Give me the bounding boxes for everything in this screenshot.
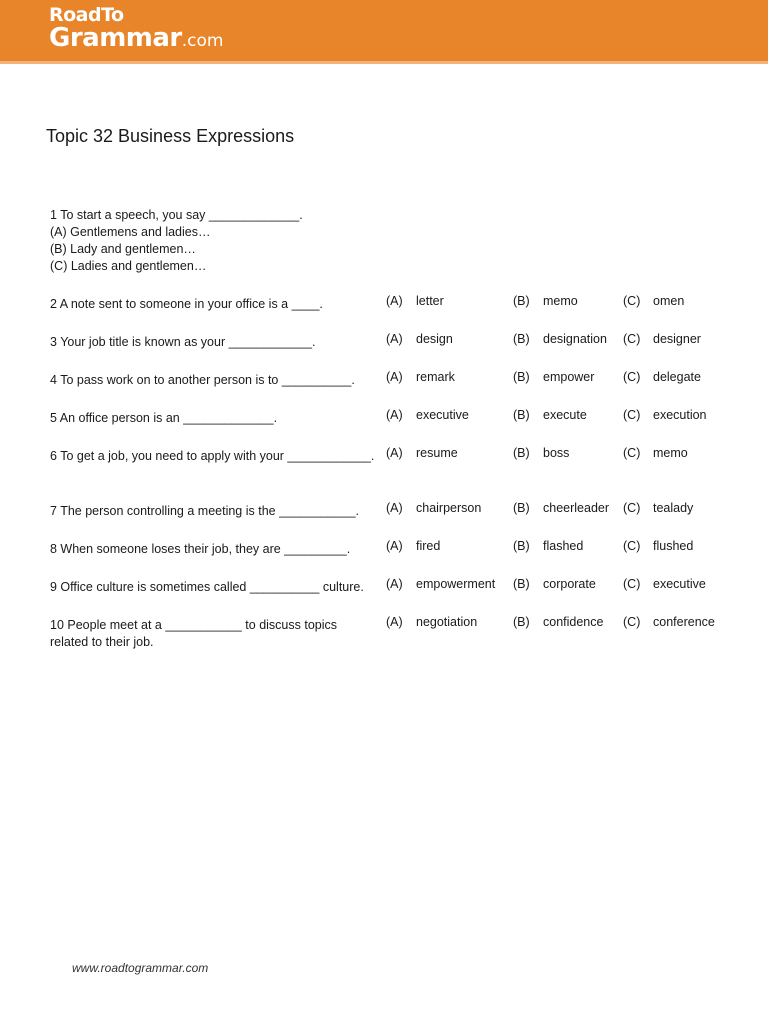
option-a-label: (A) [386,446,403,460]
question-text: 10 People meet at a ___________ to discuss topics related to their job. [50,618,338,649]
option-c-word: executive [653,577,706,591]
option-b-label: (B) [513,615,530,629]
option-a-label: (A) [386,408,403,422]
option-b-label: (B) [513,539,530,553]
option-b-word: memo [543,294,578,308]
question-1-option-a: (A) Gentlemens and ladies… [50,225,211,239]
option-a-label: (A) [386,615,403,629]
question-text: 6 To get a job, you need to apply with your ____________. [50,449,375,463]
option-a-word: letter [416,294,444,308]
logo-line2 [49,25,223,51]
option-a-word: empowerment [416,577,496,591]
option-b-label: (B) [513,332,530,346]
logo-line1: RoadTo [49,4,124,26]
page-title: Topic 32 Business Expressions [46,126,295,146]
option-b-label: (B) [513,577,530,591]
option-b-label: (B) [513,294,530,308]
option-a-word: resume [416,446,458,460]
question-text: 9 Office culture is sometimes called __________ culture. [50,580,364,594]
option-a-label: (A) [386,370,403,384]
option-b-label: (B) [513,408,530,422]
option-b-word: designation [543,332,607,346]
option-b-word: cheerleader [543,501,610,515]
option-c-word: designer [653,332,701,346]
option-b-word: corporate [543,577,596,591]
option-b-label: (B) [513,446,530,460]
option-c-label: (C) [623,370,641,384]
option-c-label: (C) [623,332,641,346]
option-b-label: (B) [513,370,530,384]
option-c-label: (C) [623,539,641,553]
option-a-word: remark [416,370,455,384]
option-a-label: (A) [386,501,403,515]
header-bar [0,0,768,61]
option-a-label: (A) [386,577,403,591]
footer-url[interactable]: www.roadtogrammar.com [72,961,209,975]
option-a-word: design [416,332,453,346]
option-a-label: (A) [386,332,403,346]
option-b-label: (B) [513,501,530,515]
option-b-word: execute [543,408,587,422]
question-text: 3 Your job title is known as your ____________. [50,335,316,349]
question-text: 5 An office person is an _____________. [50,411,278,425]
option-a-word: chairperson [416,501,482,515]
option-c-word: execution [653,408,707,422]
option-b-word: empower [543,370,595,384]
logo-com: .com [181,31,224,51]
option-c-word: conference [653,615,715,629]
option-c-word: omen [653,294,685,308]
logo-grammar: Grammar [49,23,182,53]
option-a-label: (A) [386,294,403,308]
option-c-word: memo [653,446,688,460]
option-a-word: executive [416,408,469,422]
option-c-label: (C) [623,294,641,308]
question-text: 2 A note sent to someone in your office is a ____. [50,297,323,311]
option-a-label: (A) [386,539,403,553]
option-c-label: (C) [623,446,641,460]
option-a-word: negotiation [416,615,478,629]
question-1-text: 1 To start a speech, you say _____________. [50,208,303,222]
question-text: 8 When someone loses their job, they are _________. [50,542,351,556]
question-text: 4 To pass work on to another person is to __________. [50,373,355,387]
option-b-word: boss [543,446,570,460]
site-logo[interactable] [49,6,223,51]
option-c-label: (C) [623,408,641,422]
option-c-word: delegate [653,370,701,384]
option-c-label: (C) [623,615,641,629]
option-c-label: (C) [623,501,641,515]
question-text: 7 The person controlling a meeting is the ___________. [50,504,360,518]
option-b-word: confidence [543,615,604,629]
question-1-option-c: (C) Ladies and gentlemen… [50,259,207,273]
option-b-word: flashed [543,539,584,553]
question-1 [50,207,303,275]
option-c-label: (C) [623,577,641,591]
option-c-word: tealady [653,501,694,515]
question-1-option-b: (B) Lady and gentlemen… [50,242,196,256]
option-c-word: flushed [653,539,694,553]
header-divider [0,61,768,64]
option-a-word: fired [416,539,441,553]
